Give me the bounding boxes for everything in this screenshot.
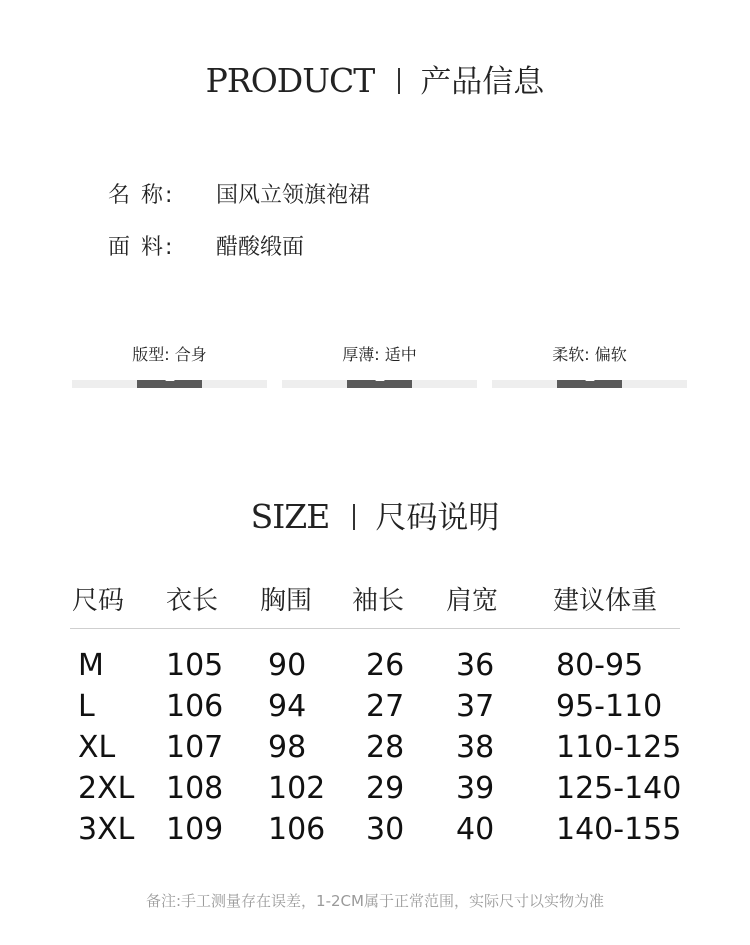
fabric-value: 醋酸缎面 <box>216 235 305 260</box>
info-row-fabric <box>108 230 304 261</box>
cell-weight: 110-125 <box>556 730 682 765</box>
cell-sleeve: 30 <box>366 812 405 847</box>
cell-size: XL <box>78 730 116 765</box>
header-sleeve: 袖长 <box>352 586 405 616</box>
cell-sleeve: 29 <box>366 771 405 806</box>
cell-bust: 106 <box>268 812 326 847</box>
table-row <box>0 648 750 688</box>
cell-sleeve: 27 <box>366 689 405 724</box>
header-size: 尺码 <box>72 586 125 616</box>
cell-shoulder: 36 <box>456 648 495 683</box>
table-row <box>0 812 750 852</box>
cell-length: 105 <box>166 648 224 683</box>
size-section-title <box>0 492 750 537</box>
name-label: 名 称: <box>108 183 175 208</box>
attribute-fit-pointer <box>165 377 175 381</box>
header-length: 衣长 <box>166 586 219 616</box>
info-row-name <box>108 178 370 209</box>
attribute-fit-indicator <box>137 380 202 388</box>
cell-size: 3XL <box>78 812 135 847</box>
cell-weight: 125-140 <box>556 771 682 806</box>
cell-size: 2XL <box>78 771 135 806</box>
product-title-cn: 产品信息 <box>420 64 545 100</box>
cell-length: 107 <box>166 730 224 765</box>
table-row <box>0 689 750 729</box>
cell-weight: 140-155 <box>556 812 682 847</box>
cell-bust: 102 <box>268 771 326 806</box>
attribute-softness-indicator <box>557 380 622 388</box>
header-weight: 建议体重 <box>553 586 658 616</box>
attribute-thickness-label: 厚薄: 适中 <box>342 345 417 364</box>
name-value: 国风立领旗袍裙 <box>216 183 371 208</box>
title-divider <box>398 68 400 94</box>
cell-weight: 80-95 <box>556 648 644 683</box>
size-title-en: SIZE <box>250 497 330 536</box>
cell-shoulder: 40 <box>456 812 495 847</box>
cell-length: 109 <box>166 812 224 847</box>
cell-bust: 90 <box>268 648 307 683</box>
size-table-header <box>0 580 750 620</box>
cell-shoulder: 37 <box>456 689 495 724</box>
table-divider <box>70 628 680 629</box>
product-section-title <box>0 56 750 101</box>
product-title-en: PRODUCT <box>205 61 375 100</box>
cell-sleeve: 28 <box>366 730 405 765</box>
measurement-note: 备注:手工测量存在误差，1-2CM属于正常范围，实际尺寸以实物为准 <box>146 892 604 910</box>
cell-sleeve: 26 <box>366 648 405 683</box>
attribute-thickness-indicator <box>347 380 412 388</box>
header-bust: 胸围 <box>260 586 313 616</box>
table-row <box>0 730 750 770</box>
cell-size: L <box>78 689 95 724</box>
cell-length: 106 <box>166 689 224 724</box>
fabric-label: 面 料: <box>108 235 175 260</box>
header-shoulder: 肩宽 <box>446 586 499 616</box>
attribute-thickness-pointer <box>375 377 385 381</box>
cell-bust: 98 <box>268 730 307 765</box>
cell-shoulder: 39 <box>456 771 495 806</box>
attribute-fit-label: 版型: 合身 <box>132 345 207 364</box>
cell-size: M <box>78 648 104 683</box>
cell-bust: 94 <box>268 689 307 724</box>
cell-length: 108 <box>166 771 224 806</box>
attribute-softness-label: 柔软: 偏软 <box>552 345 627 364</box>
size-title-cn: 尺码说明 <box>375 500 500 536</box>
title-divider <box>353 504 355 530</box>
table-row <box>0 771 750 811</box>
cell-shoulder: 38 <box>456 730 495 765</box>
cell-weight: 95-110 <box>556 689 663 724</box>
attribute-softness-pointer <box>585 377 595 381</box>
